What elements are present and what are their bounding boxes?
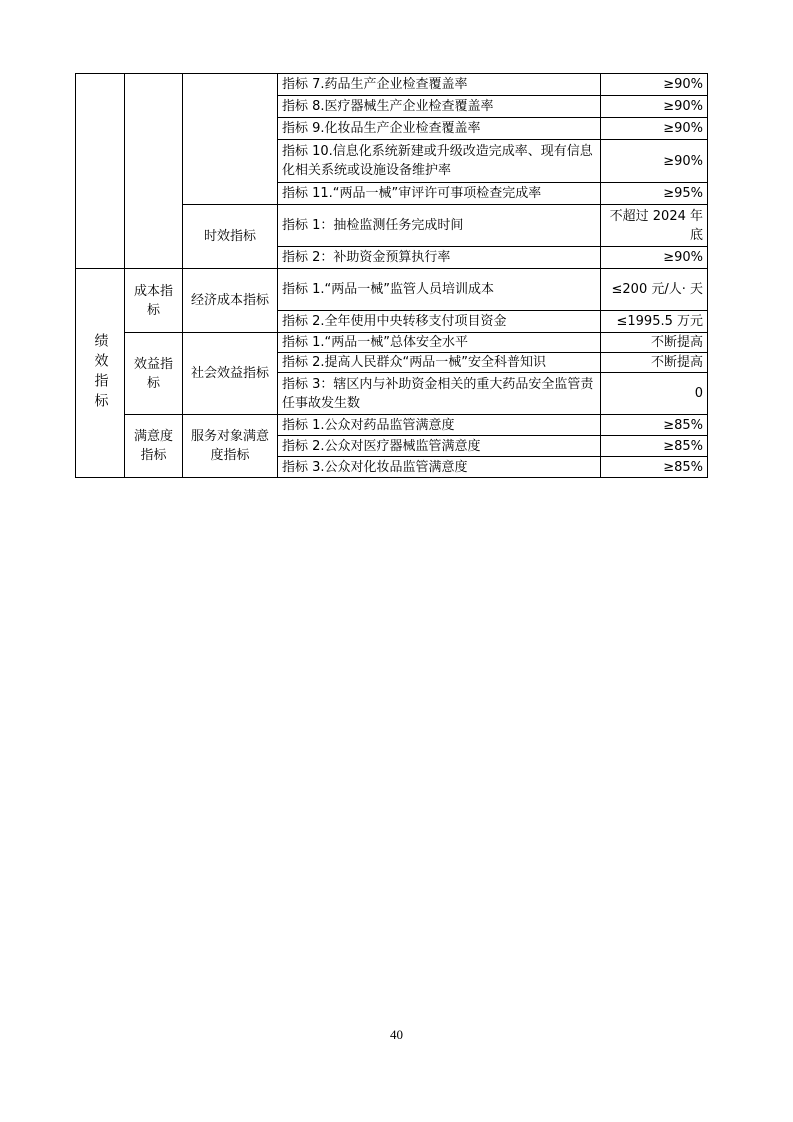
performance-category: 绩效指标 (76, 269, 125, 478)
social-benefit-category: 社会效益指标 (183, 333, 278, 415)
indicator-cell: 指标 2.公众对医疗器械监管满意度 (278, 436, 601, 457)
blank-cell (76, 74, 125, 269)
indicator-cell: 指标 3：辖区内与补助资金相关的重大药品安全监管责任事故发生数 (278, 373, 601, 415)
indicator-cell: 指标 7.药品生产企业检查覆盖率 (278, 74, 601, 96)
table-row (76, 74, 708, 96)
benefit-category: 效益指标 (125, 333, 183, 415)
indicator-cell: 指标 11.“两品一械”审评许可事项检查完成率 (278, 183, 601, 205)
target-value-cell: ≥85% (601, 457, 708, 478)
satisfaction-category: 满意度指标 (125, 415, 183, 478)
indicator-cell: 指标 1.“两品一械”监管人员培训成本 (278, 269, 601, 311)
target-value-cell: ≤200 元/人· 天 (601, 269, 708, 311)
indicator-cell: 指标 2：补助资金预算执行率 (278, 247, 601, 269)
indicator-cell: 指标 3.公众对化妆品监管满意度 (278, 457, 601, 478)
target-value-cell: 不超过 2024 年底 (601, 205, 708, 247)
timeliness-category: 时效指标 (183, 205, 278, 269)
page-number: 40 (390, 1027, 403, 1042)
table-row (76, 415, 708, 436)
target-value-cell: ≥90% (601, 74, 708, 96)
target-value-cell: ≥85% (601, 415, 708, 436)
target-value-cell: 0 (601, 373, 708, 415)
table-row (76, 333, 708, 353)
indicator-cell: 指标 1.“两品一械”总体安全水平 (278, 333, 601, 353)
indicator-cell: 指标 2.全年使用中央转移支付项目资金 (278, 311, 601, 333)
target-value-cell: ≥90% (601, 96, 708, 118)
indicator-cell: 指标 1：抽检监测任务完成时间 (278, 205, 601, 247)
target-value-cell: ≥90% (601, 140, 708, 183)
target-value-cell: ≥90% (601, 118, 708, 140)
target-value-cell: 不断提高 (601, 353, 708, 373)
indicator-cell: 指标 9.化妆品生产企业检查覆盖率 (278, 118, 601, 140)
indicator-cell: 指标 10.信息化系统新建或升级改造完成率、现有信息化相关系统或设施设备维护率 (278, 140, 601, 183)
indicator-cell: 指标 8.医疗器械生产企业检查覆盖率 (278, 96, 601, 118)
target-value-cell: 不断提高 (601, 333, 708, 353)
performance-indicator-table (75, 73, 708, 478)
blank-cell (125, 74, 183, 269)
target-value-cell: ≥85% (601, 436, 708, 457)
economic-cost-category: 经济成本指标 (183, 269, 278, 333)
target-value-cell: ≥90% (601, 247, 708, 269)
target-value-cell: ≥95% (601, 183, 708, 205)
service-satisfaction-category: 服务对象满意度指标 (183, 415, 278, 478)
target-value-cell: ≤1995.5 万元 (601, 311, 708, 333)
indicator-cell: 指标 2.提高人民群众“两品一械”安全科普知识 (278, 353, 601, 373)
indicator-cell: 指标 1.公众对药品监管满意度 (278, 415, 601, 436)
blank-cell (183, 74, 278, 205)
table-row (76, 269, 708, 311)
cost-category: 成本指标 (125, 269, 183, 333)
